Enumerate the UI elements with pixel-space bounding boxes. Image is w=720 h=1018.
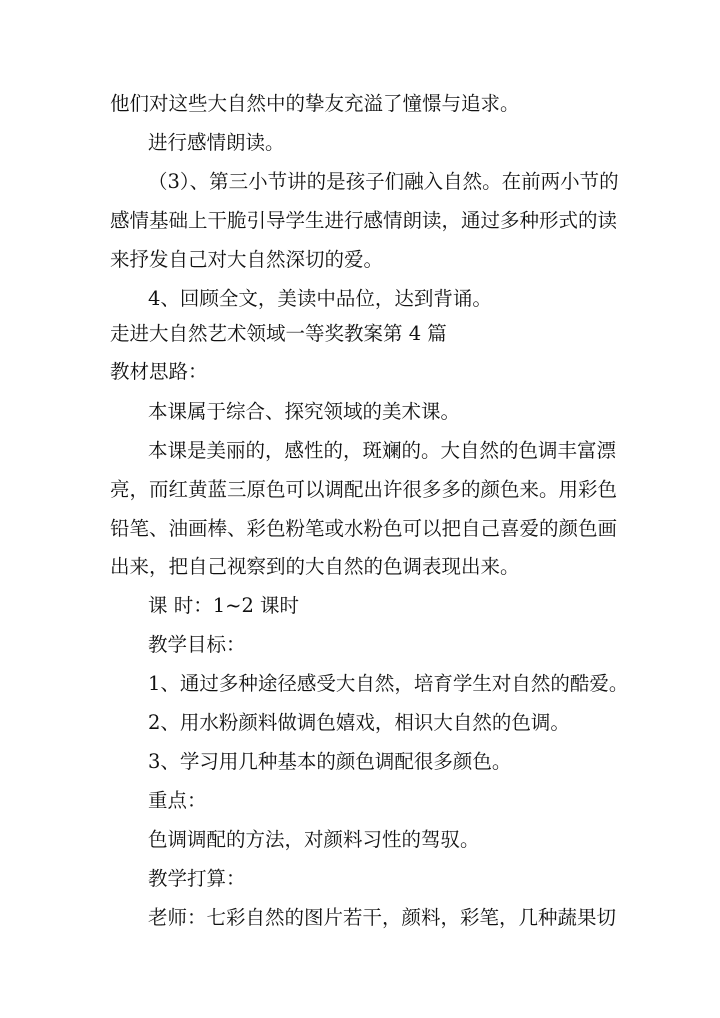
section-heading: 走进大自然艺术领域一等奖教案第 4 篇	[110, 322, 447, 345]
paragraph-line: 色调调配的方法，对颜料习性的驾驭。	[148, 828, 480, 851]
paragraph-line: 4、回顾全文，美读中品位，达到背诵。	[148, 287, 492, 310]
paragraph-line: 铅笔、油画棒、彩色粉笔或水粉色可以把自己喜爱的颜色画	[110, 517, 618, 540]
list-item: 2、用水粉颜料做调色嬉戏，相识大自然的色调。	[148, 711, 570, 734]
subheading: 教学目标：	[148, 633, 246, 656]
paragraph-line: 他们对这些大自然中的挚友充溢了憧憬与追求。	[110, 92, 520, 115]
paragraph-line: 进行感情朗读。	[148, 131, 285, 154]
paragraph-line: 课 时：1~2 课时	[148, 594, 300, 617]
subheading: 教材思路：	[110, 360, 208, 383]
subheading: 重点：	[148, 789, 207, 812]
list-item: 1、通过多种途径感受大自然，培育学生对自然的酷爱。	[148, 672, 629, 695]
paragraph-line: 感情基础上干脆引导学生进行感情朗读，通过多种形式的读	[110, 209, 618, 232]
list-item: 3、学习用几种基本的颜色调配很多颜色。	[148, 750, 512, 773]
paragraph-line: 本课是美丽的，感性的，斑斓的。大自然的色调丰富漂	[148, 439, 617, 462]
paragraph-line: 亮，而红黄蓝三原色可以调配出许很多多的颜色来。用彩色	[110, 478, 618, 501]
paragraph-line: （3）、第三小节讲的是孩子们融入自然。在前两小节的	[148, 170, 619, 193]
paragraph-line: 本课属于综合、探究领域的美术课。	[148, 400, 461, 423]
subheading: 教学打算：	[148, 867, 246, 890]
paragraph-line: 老师：七彩自然的图片若干，颜料，彩笔，几种蔬果切	[148, 906, 617, 929]
paragraph-line: 来抒发自己对大自然深切的爱。	[110, 248, 384, 271]
paragraph-line: 出来，把自己视察到的大自然的色调表现出来。	[110, 555, 520, 578]
